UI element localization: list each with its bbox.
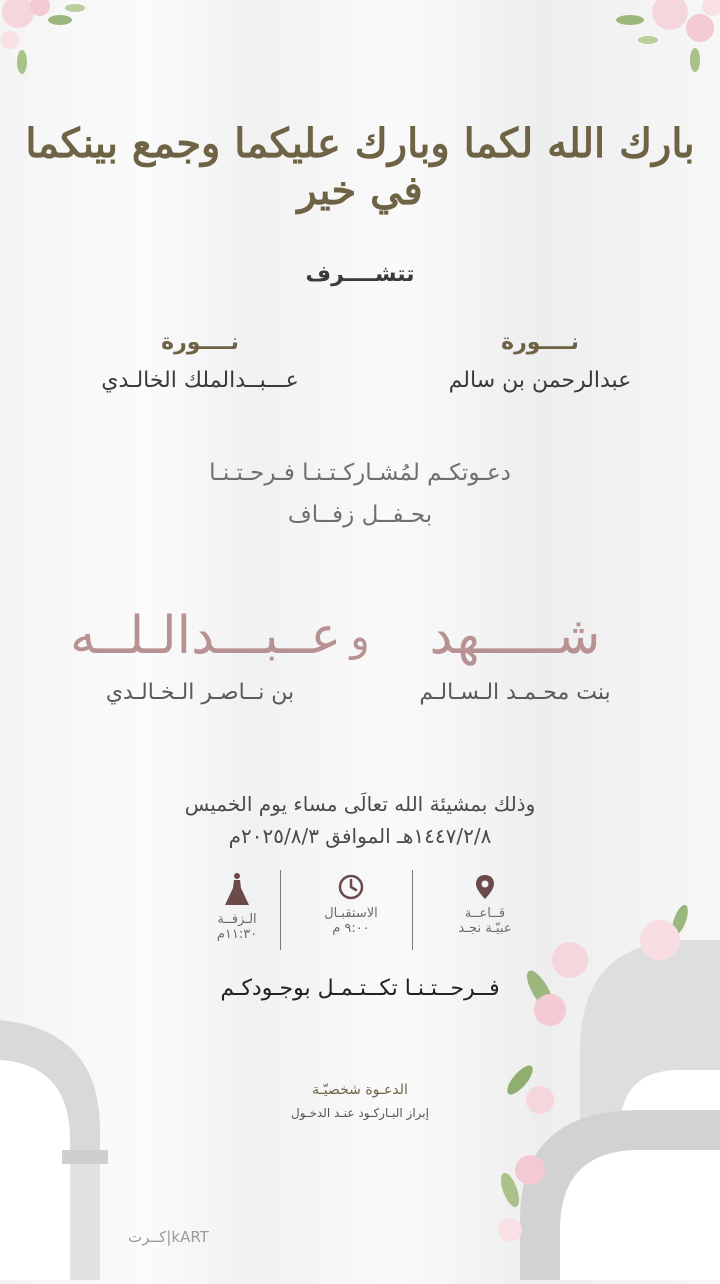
- host-right-name: نــــورة: [501, 330, 579, 355]
- host-left-family: عـــبــدالملك الخالـدي: [101, 368, 299, 393]
- detail-venue-value: عبيّـة نجـد: [458, 921, 512, 936]
- groom-lineage: بن نــاصـر الـخـالـدي: [105, 680, 295, 705]
- couple-connector: و: [350, 614, 370, 660]
- detail-divider-1: [412, 870, 413, 950]
- detail-zaffa: [182, 872, 292, 942]
- calligraphy-blessing: بارك الله لكما وبارك عليكما وجمع بينكما في خير: [25, 120, 695, 214]
- barcode-note: إبراز البـاركـود عنـد الدخـول: [291, 1106, 429, 1120]
- detail-zaffa-value: ١١:٣٠م: [216, 927, 258, 942]
- invitation-line-1: دعـوتكـم لمُشـاركـتـنـا فـرحـتـنـا: [209, 460, 511, 486]
- detail-reception-label: الاستقبـال: [324, 906, 378, 921]
- right-arch-decoration: [480, 900, 720, 1280]
- invitation-line-2: بحـفــل زفــاف: [287, 502, 433, 528]
- detail-venue: [430, 874, 540, 936]
- top-right-flowers: [600, 0, 720, 80]
- detail-reception-value: ٩:٠٠ م: [332, 921, 370, 936]
- top-left-flowers: [0, 0, 90, 80]
- bride-lineage: بنت محـمـد الـسـالـم: [419, 680, 611, 705]
- hosts-intro: تتشــــرف: [305, 262, 415, 287]
- personal-invitation-note: الدعـوة شخصيّـة: [312, 1082, 408, 1098]
- clock-icon: [338, 874, 364, 900]
- detail-venue-label: قــاعــة: [464, 906, 506, 921]
- bride-name: شـــــهد: [429, 606, 601, 666]
- detail-reception: [296, 874, 406, 936]
- event-day-line: وذلك بمشيئة الله تعالَى مساء يوم الخميس: [184, 792, 536, 816]
- location-pin-icon: [473, 874, 497, 900]
- brand-logo: كــرت|kART: [128, 1228, 209, 1246]
- detail-zaffa-label: الـزفــة: [217, 912, 257, 927]
- left-arch-decoration: [0, 1020, 110, 1280]
- host-right-family: عبدالرحمن بن سالم: [448, 368, 632, 393]
- host-left-name: نــــورة: [161, 330, 239, 355]
- groom-name: عــبـــدالـلــه: [70, 606, 342, 666]
- event-date-line: ١٤٤٧/٢/٨هـ الموافق ٢٠٢٥/٨/٣م: [228, 824, 492, 848]
- closing-line: فــرحــتـنـا تكــتـمـل بوجـودكـم: [220, 976, 500, 1001]
- bride-dress-icon: [224, 872, 250, 906]
